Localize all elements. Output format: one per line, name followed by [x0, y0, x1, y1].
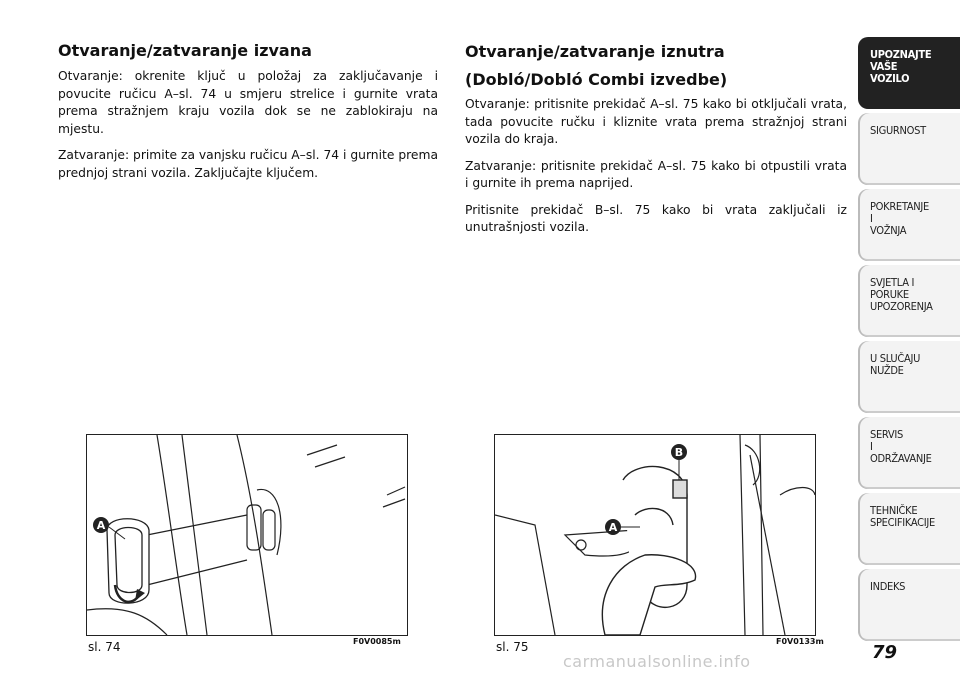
label-a: A	[96, 519, 106, 532]
paragraph-opening-inside: Otvaranje: pritisnite prekidač A–sl. 75 kako bi otključali vrata, tada povucite ručku i kliznite vrata prema stražnjoj strani vozila do kraja.	[465, 97, 847, 146]
right-column	[465, 40, 847, 246]
figure-75-caption: sl. 75	[496, 640, 529, 654]
left-column	[58, 40, 438, 191]
paragraph-closing-inside: Zatvaranje: pritisnite prekidač A–sl. 75 kako bi otpustili vrata i gurnite ih prema naprijed.	[465, 158, 847, 190]
tab-tehnicke-specifikacije[interactable]: TEHNIČKE SPECIFIKACIJE	[858, 493, 960, 565]
label-a: A	[608, 521, 618, 534]
paragraph-opening-outside: Otvaranje: okrenite ključ u položaj za zaključavanje i povucite ručicu A–sl. 74 u smjeru strelice i gurnite vrata prema stražnjem kraju vozila dok se ne zablokiraju na mjestu.	[58, 69, 438, 136]
tab-u-slucaju-nuzde[interactable]: U SLUČAJU NUŽDE	[858, 341, 960, 413]
figure-74-caption: sl. 74	[88, 640, 121, 654]
door-handle-outside-drawing	[87, 435, 407, 635]
label-b: B	[674, 446, 684, 459]
paragraph-closing-outside: Zatvaranje: primite za vanjsku ručicu A–sl. 74 i gurnite prema prednjoj strani vozila. Zaključajte ključem.	[58, 148, 438, 180]
chapter-sidebar	[858, 37, 960, 645]
figure-75-code: F0V0133m	[776, 637, 824, 646]
watermark-text: carmanualsonline.info	[563, 652, 751, 671]
tab-sigurnost[interactable]: SIGURNOST	[858, 113, 960, 185]
figure-74-code: F0V0085m	[353, 637, 401, 646]
paragraph-locking-inside: Pritisnite prekidač B–sl. 75 kako bi vrata zaključali iz unutrašnjosti vozila.	[465, 202, 847, 234]
figure-74-illustration	[86, 434, 408, 636]
tab-indeks[interactable]: INDEKS	[858, 569, 960, 641]
section-title-inside: Otvaranje/zatvaranje iznutra	[465, 42, 725, 61]
page-number: 79	[872, 642, 898, 663]
figure-75-illustration	[494, 434, 816, 636]
tab-svjetla-i-poruke[interactable]: SVJETLA I PORUKE UPOZORENJA	[858, 265, 960, 337]
tab-upoznajte-vase-vozilo[interactable]: UPOZNAJTE VAŠE VOZILO	[858, 37, 960, 109]
tab-pokretanje-i-voznja[interactable]: POKRETANJE I VOŽNJA	[858, 189, 960, 261]
section-title-outside: Otvaranje/zatvaranje izvana	[58, 41, 312, 60]
tab-servis-i-odrzavanje[interactable]: SERVIS I ODRŽAVANJE	[858, 417, 960, 489]
door-handle-inside-drawing	[495, 435, 815, 635]
section-subtitle-inside: (Dobló/Dobló Combi izvedbe)	[465, 70, 728, 89]
